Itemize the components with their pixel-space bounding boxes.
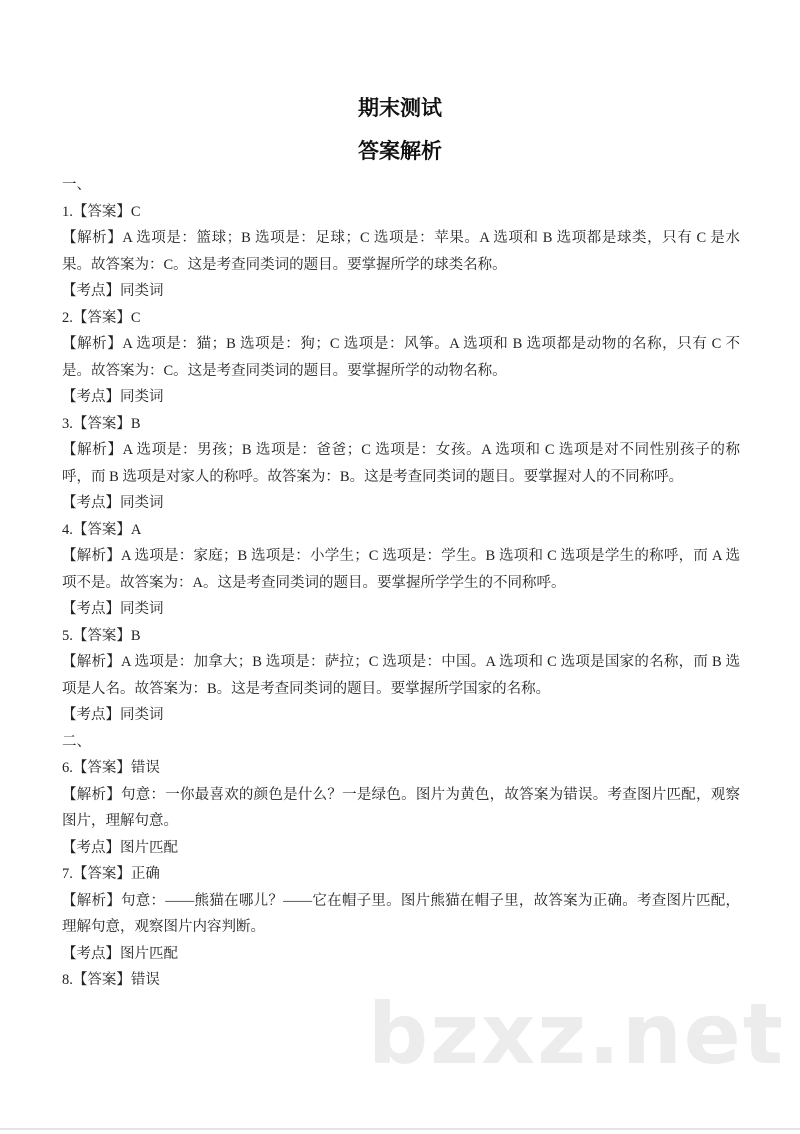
knowledge-point: 【考点】同类词: [62, 707, 164, 723]
analysis-paragraph: 【解析】句意：一你最喜欢的颜色是什么？一是绿色。图片为黄色，故答案为错误。考查图片匹配，观察图片，理解句意。: [62, 786, 740, 829]
answer-line: 2.【答案】C: [62, 309, 141, 326]
answer-line: 4.【答案】A: [62, 521, 142, 538]
knowledge-point: 【考点】同类词: [62, 495, 164, 511]
analysis-paragraph: 【解析】A 选项是：加拿大；B 选项是：萨拉；C 选项是：中国。A 选项和 C 选项是国家的名称，而 B 选项是人名。故答案为：B。这是考查同类词的题目。要掌握所学国家的名称。: [62, 654, 740, 697]
knowledge-point: 【考点】同类词: [62, 283, 164, 299]
analysis-paragraph: 【解析】A 选项是：家庭；B 选项是：小学生；C 选项是：学生。B 选项和 C 选项是学生的称呼，而 A 选项不是。故答案为：A。这是考查同类词的题目。要掌握所学学生的不同称呼。: [62, 548, 740, 591]
answer-line: 1.【答案】C: [62, 203, 141, 220]
analysis-paragraph: 【解析】A 选项是：篮球；B 选项是：足球；C 选项是：苹果。A 选项和 B 选项都是球类，只有 C 是水果。故答案为：C。这是考查同类词的题目。要掌握所学的球类名称。: [62, 230, 740, 273]
analysis-paragraph: 【解析】句意：——熊猫在哪儿？——它在帽子里。图片熊猫在帽子里，故答案为正确。考查图片匹配，理解句意，观察图片内容判断。: [62, 892, 740, 935]
document-subtitle: 答案解析: [358, 139, 442, 163]
answer-body: [62, 172, 740, 994]
knowledge-point: 【考点】同类词: [62, 601, 164, 617]
knowledge-point: 【考点】图片匹配: [62, 945, 178, 962]
answer-line: 8.【答案】错误: [62, 972, 160, 988]
analysis-paragraph: 【解析】A 选项是：男孩；B 选项是：爸爸；C 选项是：女孩。A 选项和 C 选项是对不同性别孩子的称呼，而 B 选项是对家人的称呼。故答案为：B。这是考查同类词的题目。要掌握对人的不同称呼。: [62, 442, 740, 485]
answer-line: 7.【答案】正确: [62, 866, 160, 882]
section-heading: 二、: [62, 733, 91, 750]
answer-line: 3.【答案】B: [62, 415, 141, 432]
knowledge-point: 【考点】同类词: [62, 389, 164, 405]
answer-line: 6.【答案】错误: [62, 760, 160, 776]
analysis-paragraph: 【解析】A 选项是：猫；B 选项是：狗；C 选项是：风筝。A 选项和 B 选项都是动物的名称，只有 C 不是。故答案为：C。这是考查同类词的题目。要掌握所学的动物名称。: [62, 336, 740, 379]
document-title: 期末测试: [358, 96, 442, 120]
knowledge-point: 【考点】图片匹配: [62, 839, 178, 856]
page-bottom-edge: [0, 1128, 800, 1130]
answer-line: 5.【答案】B: [62, 627, 141, 644]
section-heading: 一、: [62, 177, 91, 193]
watermark: bzxz.net: [368, 985, 785, 1083]
